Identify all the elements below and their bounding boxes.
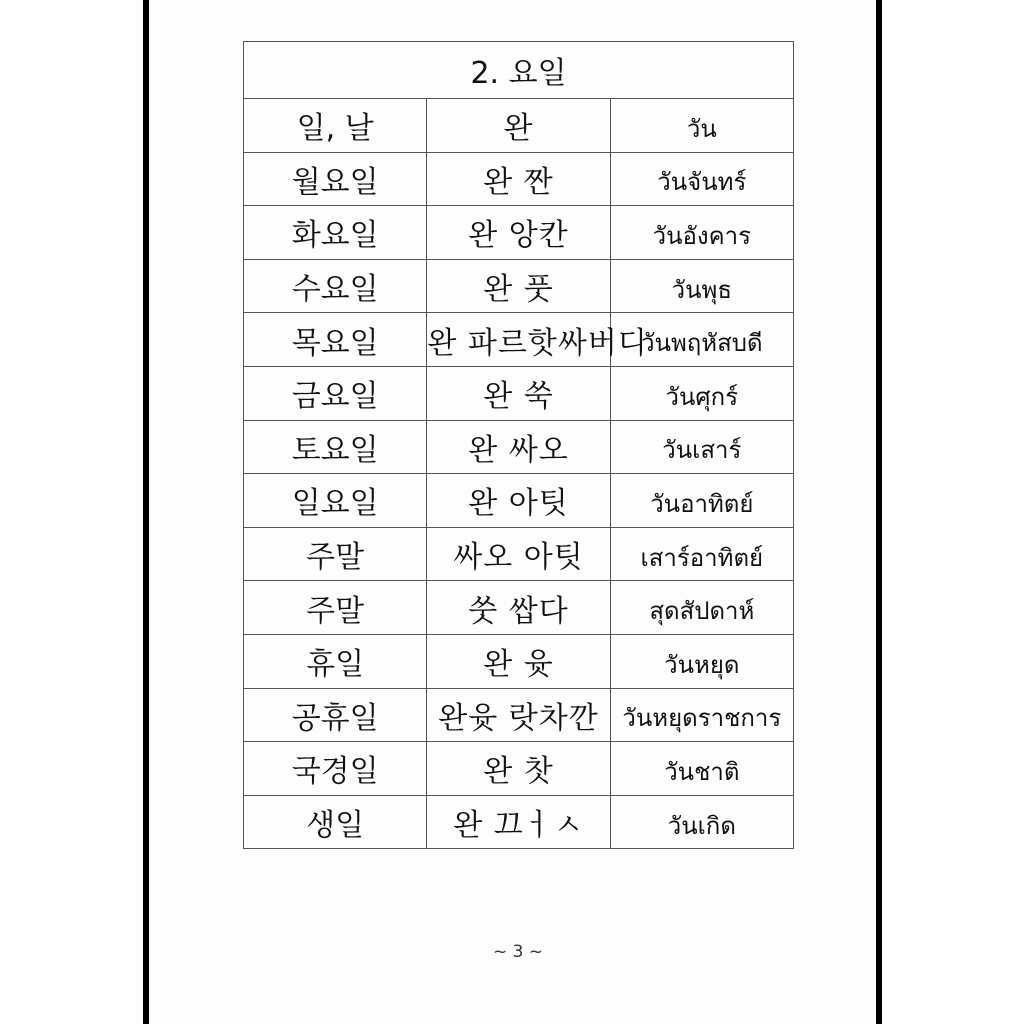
pronunciation-text: 완 앙칸 [468, 218, 569, 254]
table-title: 2. 요일 [244, 42, 794, 99]
korean-word-cell: 국경일 [244, 742, 427, 796]
pronunciation-cell [427, 99, 610, 153]
table-row [244, 99, 794, 153]
table-row [244, 634, 794, 688]
pronunciation-cell [427, 313, 648, 367]
thai-word-text: วันพุธ [671, 275, 732, 304]
pronunciation-cell [427, 366, 610, 420]
thai-word-text: วัน [686, 114, 717, 143]
thai-word-text: สุดสัปดาห์ [649, 597, 755, 626]
pronunciation-text: 완 풋 [483, 272, 554, 308]
korean-word-cell: 휴일 [244, 634, 427, 688]
table-row [244, 742, 794, 796]
pronunciation-text: 완 끄ㅓㅅ [453, 808, 584, 844]
pronunciation-text: 완 [503, 111, 534, 147]
pronunciation-text: 완 파르핫싸버디 [427, 325, 648, 361]
table-row [244, 527, 794, 581]
thai-word-text: วันชาติ [664, 757, 740, 786]
thai-word-cell [610, 581, 793, 635]
korean-word-cell: 목요일 [244, 313, 427, 367]
pronunciation-cell [427, 688, 610, 742]
pronunciation-cell [427, 420, 610, 474]
thai-word-cell [610, 634, 793, 688]
thai-word-cell [610, 795, 793, 849]
thai-word-cell [610, 366, 793, 420]
page-number: ~ 3 ~ [492, 942, 544, 962]
table-row [244, 366, 794, 420]
thai-word-cell [610, 474, 793, 528]
pronunciation-cell [427, 206, 610, 260]
thai-word-text: เสาร์อาทิตย์ [640, 543, 764, 572]
korean-word-cell: 공휴일 [244, 688, 427, 742]
pronunciation-text: 완 찻 [483, 754, 554, 790]
pronunciation-cell [427, 581, 610, 635]
thai-word-cell [610, 742, 793, 796]
pronunciation-text: 완 윳 [483, 647, 554, 683]
pronunciation-cell [427, 527, 610, 581]
thai-word-cell [610, 99, 793, 153]
table-row [244, 688, 794, 742]
korean-word-cell: 일요일 [244, 474, 427, 528]
korean-word-cell: 화요일 [244, 206, 427, 260]
korean-word-cell: 금요일 [244, 366, 427, 420]
thai-word-text: วันอาทิตย์ [650, 489, 754, 518]
table-title-row [244, 42, 794, 99]
table-row [244, 206, 794, 260]
pronunciation-cell [427, 795, 610, 849]
pronunciation-cell [427, 474, 610, 528]
thai-word-text: วันอังคาร [652, 221, 752, 250]
table-row [244, 313, 794, 367]
pronunciation-text: 완 싸오 [468, 432, 569, 468]
pronunciation-cell [427, 634, 610, 688]
pronunciation-text: 완윳 랏차깐 [438, 700, 599, 736]
thai-word-cell [610, 688, 793, 742]
thai-word-cell [610, 259, 793, 313]
korean-word-cell: 주말 [244, 581, 427, 635]
table-row [244, 795, 794, 849]
thai-word-text: วันหยุด [664, 650, 740, 679]
pronunciation-text: 완 짠 [483, 164, 554, 200]
pronunciation-text: 쑷 쌉다 [468, 593, 569, 629]
pronunciation-cell [427, 259, 610, 313]
thai-word-text: วันหยุดราชการ [622, 704, 782, 733]
korean-word-cell: 주말 [244, 527, 427, 581]
thai-word-cell [610, 152, 793, 206]
korean-word-cell: 일, 날 [244, 99, 427, 153]
thai-word-text: วันจันทร์ [657, 168, 747, 197]
thai-word-cell [610, 420, 793, 474]
thai-word-text: วันเกิด [667, 811, 736, 840]
page-right-edge [876, 0, 882, 1024]
days-vocabulary-table [243, 41, 794, 849]
table-row [244, 420, 794, 474]
thai-word-cell [610, 527, 793, 581]
table-row [244, 152, 794, 206]
thai-word-text: วันศุกร์ [665, 382, 739, 411]
korean-word-cell: 토요일 [244, 420, 427, 474]
korean-word-cell: 생일 [244, 795, 427, 849]
thai-word-cell [610, 206, 793, 260]
pronunciation-text: 완 쑥 [483, 379, 554, 415]
thai-word-text: วันพฤหัสบดี [641, 329, 763, 358]
table-row [244, 581, 794, 635]
korean-word-cell: 월요일 [244, 152, 427, 206]
pronunciation-cell [427, 152, 610, 206]
table-row [244, 259, 794, 313]
thai-word-text: วันเสาร์ [662, 436, 742, 465]
pronunciation-text: 완 아팃 [468, 486, 569, 522]
korean-word-cell: 수요일 [244, 259, 427, 313]
pronunciation-cell [427, 742, 610, 796]
table-row [244, 474, 794, 528]
pronunciation-text: 싸오 아팃 [453, 540, 584, 576]
